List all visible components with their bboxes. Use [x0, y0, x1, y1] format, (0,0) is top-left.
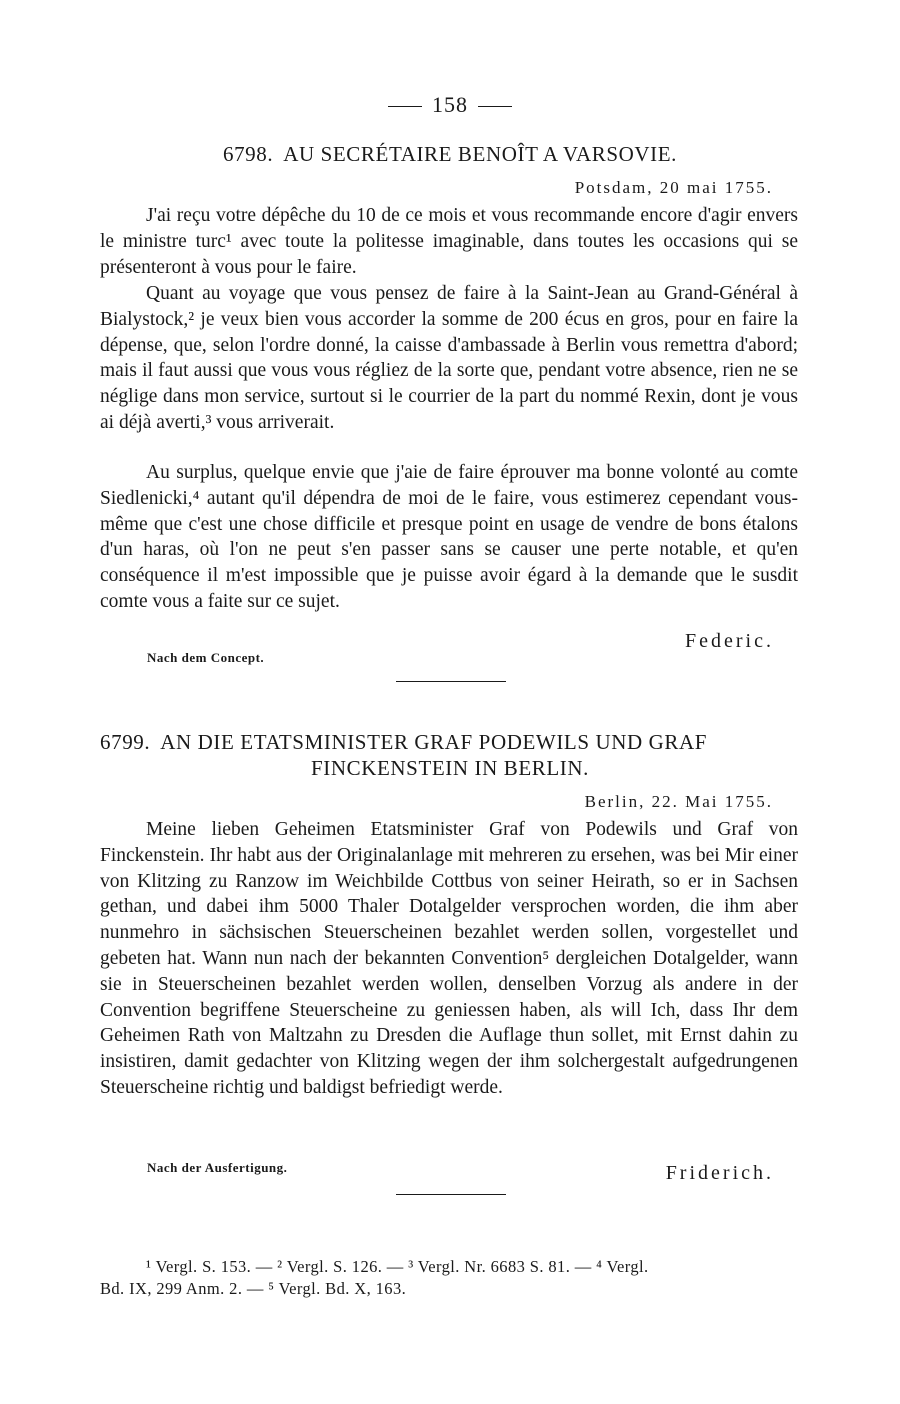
dateline-6798: Potsdam, 20 mai 1755. — [574, 178, 773, 197]
paragraph-text: Meine lieben Geheimen Etatsminister Graf von Podewils und Graf von Finckenstein. Ihr habt aus der Originalanlage mit mehreren zu ersehen, was bei Mir einer von Klitzing zu Ranzow im Weichbilde Cottbus von seiner Heirath, so er in Sachsen gethan, und dabei ihm 5000 Thaler Dotalgelder versprochen worden, die ihm aber nunmehro in sächsischen Steuerscheinen bezahlet werden sollen, vorgestellet und gebeten hat. Wann nun nach der bekannten Convention⁵ dergleichen Dotalgelder, wann sie in Steuerscheinen bezahlet werden wollen, denselben Vorzug als andere in der Convention begriffene Steuerscheine zu geniessen haben, als will Ich, dass Ihr dem Geheimen Rath von Maltzahn zu Dresden die Auflage thun sollet, mit Ernst dahin zu insistiren, damit gedachter von Klitzing wegen der ihm solchergestalt aufgedrungenen Steuerscheine richtig und baldigst befriedigt werde. — [100, 819, 798, 1098]
page-number-text: 158 — [432, 92, 468, 117]
letter-6798-paragraph-1 — [100, 203, 798, 280]
letter-6799-paragraph-1 — [100, 817, 798, 1101]
signature-6798: Federic. — [685, 630, 774, 652]
paragraph-text: Quant au voyage que vous pensez de faire à la Saint-Jean au Grand-Général à Bialystock,² je veux bien vous accorder la somme de 200 écus en gros, pour en faire la dépense, que, selon l'ordre donné, la caisse d'ambassade à Berlin vous remettra d'abord; mais il faut aussi que vous vous régliez de la sorte que, pendant votre absence, rien ne se néglige dans mon service, surtout si le courrier de la part du nommé Rexin, dont je vous ai déjà averti,³ vous arriverait. — [100, 283, 798, 433]
letter-heading-6798 — [100, 141, 800, 167]
footnote-line-2: Bd. IX, 299 Anm. 2. — ⁵ Vergl. Bd. X, 163. — [100, 1279, 407, 1298]
letter-number: 6799. — [100, 730, 151, 754]
letter-title: AU SECRÉTAIRE BENOÎT A VARSOVIE. — [283, 142, 678, 166]
letter-title-line-1: AN DIE ETATSMINISTER GRAF PODEWILS UND GRAF — [160, 730, 708, 754]
footnote-line-1: ¹ Vergl. S. 153. — ² Vergl. S. 126. — ³ Vergl. Nr. 6683 S. 81. — ⁴ Vergl. — [146, 1257, 649, 1276]
letter-heading-6799-line-2 — [100, 755, 800, 781]
footnotes — [100, 1256, 798, 1300]
letter-heading-6799 — [100, 729, 800, 755]
page-number-dash-left — [388, 106, 422, 107]
dateline-6799: Berlin, 22. Mai 1755. — [584, 792, 773, 811]
section-divider-2 — [396, 1194, 506, 1195]
source-note-6798: Nach dem Concept. — [147, 650, 265, 665]
source-note-6799: Nach der Ausfertigung. — [147, 1160, 288, 1175]
letter-number: 6798. — [222, 142, 274, 166]
letter-title-line-2: FINCKENSTEIN IN BERLIN. — [310, 756, 590, 780]
page-number — [0, 92, 900, 118]
letter-6798-paragraph-3 — [100, 460, 798, 615]
signature-6799: Friderich. — [665, 1162, 774, 1184]
section-divider-1 — [396, 681, 506, 682]
letter-6798-paragraph-2 — [100, 281, 798, 436]
paragraph-text: J'ai reçu votre dépêche du 10 de ce mois et vous recommande encore d'agir envers le ministre turc¹ avec toute la politesse imaginable, dans toutes les occasions qui se présenteront à vous pour le faire. — [100, 205, 798, 278]
page-number-dash-right — [478, 106, 512, 107]
paragraph-text: Au surplus, quelque envie que j'aie de faire éprouver ma bonne volonté au comte Siedlenicki,⁴ autant qu'il dépendra de moi de le faire, vous estimerez cependant vous-même que c'est une chose difficile et presque point en usage de vendre de bons étalons d'un haras, où l'on ne peut s'en passer sans se causer une perte notable, et qu'en conséquence il m'est impossible que je puisse avoir égard à la demande que le susdit comte vous a faite sur ce sujet. — [100, 462, 798, 612]
